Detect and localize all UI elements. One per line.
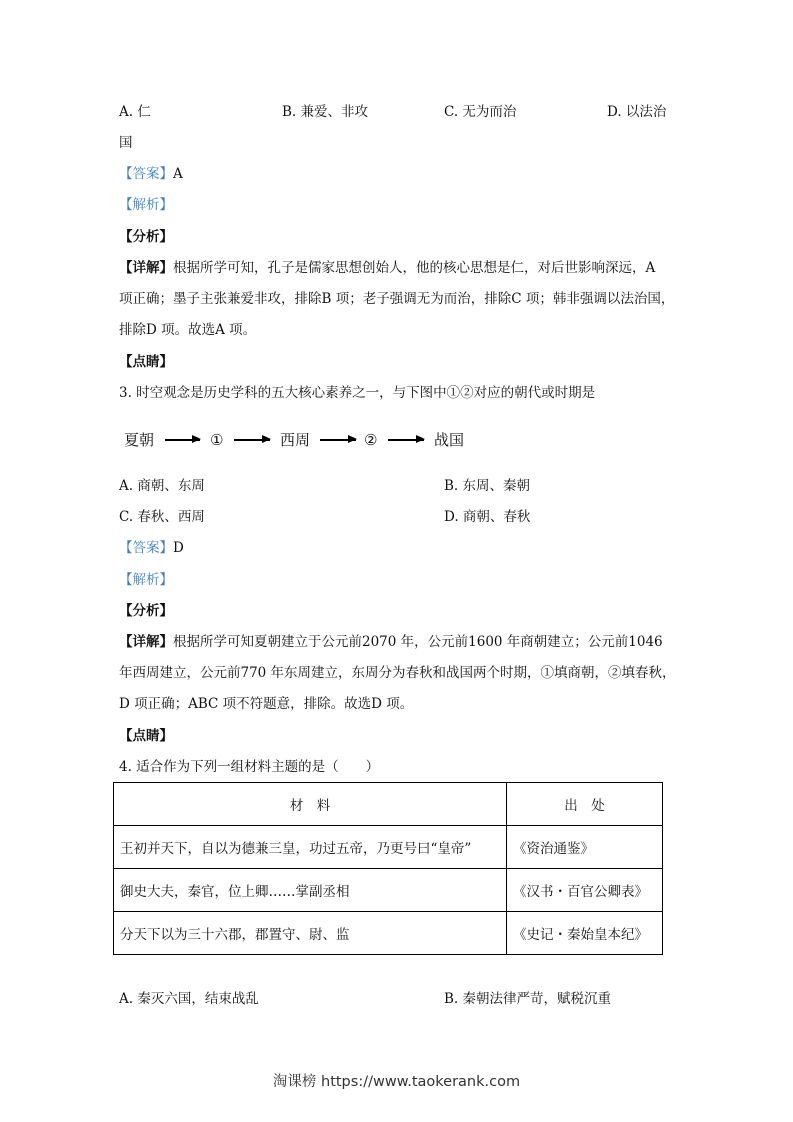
q2-detail-line-3: 排除D 项。故选A 项。 [119, 322, 257, 338]
flow-node-2: ② [364, 431, 378, 449]
q3-detail-line-3: D 项正确；ABC 项不符题意，排除。故选D 项。 [119, 696, 414, 712]
q3-answer-label: 【答案】 [119, 540, 173, 556]
material-table [113, 782, 663, 955]
q2-detail-text-1: 根据所学可知，孔子是儒家思想创始人，他的核心思想是仁，对后世影响深远，A [173, 260, 656, 276]
table-header-material: 材 料 [114, 783, 507, 826]
q3-option-b: B. 东周、秦朝 [444, 478, 531, 494]
q3-detail-line-1 [119, 632, 663, 652]
table-cell-source: 《史记・秦始皇本纪》 [507, 912, 663, 955]
table-row [114, 869, 663, 912]
flow-arrow-3 [320, 439, 356, 441]
table-cell-material: 御史大夫，秦官，位上卿……掌副丞相 [114, 869, 507, 912]
flow-arrow-1 [165, 439, 200, 441]
q3-detail-line-2: 年西周建立，公元前770 年东周建立，东周分为春秋和战国两个时期，①填商朝，②填春秋， [119, 665, 676, 681]
table-cell-source: 《汉书・百官公卿表》 [507, 869, 663, 912]
table-row [114, 912, 663, 955]
q3-detail-text-1: 根据所学可知夏朝建立于公元前2070 年，公元前1600 年商朝建立；公元前1046 [173, 634, 663, 650]
table-cell-source: 《资治通鉴》 [507, 826, 663, 869]
q4-option-b: B. 秦朝法律严苛，赋税沉重 [444, 991, 612, 1007]
q4-option-a: A. 秦灭六国，结束战乱 [119, 991, 259, 1007]
q3-option-c: C. 春秋、西周 [119, 509, 205, 525]
footer-watermark[interactable]: 淘课榜 https://www.taokerank.com [272, 1074, 521, 1090]
q4-question: 4. 适合作为下列一组材料主题的是（ ） [119, 759, 380, 775]
q3-dianjing-label: 【点睛】 [119, 728, 173, 744]
table-cell-material: 分天下以为三十六郡，郡置守、尉、监 [114, 912, 507, 955]
q3-detail-label: 【详解】 [119, 634, 173, 650]
q3-answer [119, 538, 184, 558]
flow-arrow-4 [388, 439, 424, 441]
q2-detail-label: 【详解】 [119, 260, 173, 276]
table-row [114, 826, 663, 869]
q3-fenxi-label: 【分析】 [119, 603, 173, 619]
q2-analysis-label: 【解析】 [119, 197, 173, 213]
q2-option-a: A. 仁 [119, 104, 151, 120]
q2-option-d: D. 以法治 [607, 104, 667, 120]
q2-dianjing-label: 【点睛】 [119, 354, 173, 370]
q2-fenxi-label: 【分析】 [119, 229, 173, 245]
q2-detail-line-2: 项正确；墨子主张兼爱非攻，排除B 项；老子强调无为而治，排除C 项；韩非强调以法治国， [119, 291, 675, 307]
q2-answer [119, 164, 183, 184]
q2-option-d-wrap: 国 [119, 135, 133, 151]
q2-answer-value: A [173, 166, 183, 182]
q3-analysis-label: 【解析】 [119, 572, 173, 588]
flow-node-xia: 夏朝 [124, 431, 155, 449]
q2-option-c: C. 无为而治 [444, 104, 517, 120]
q3-option-d: D. 商朝、春秋 [444, 509, 531, 525]
flow-node-1: ① [210, 431, 224, 449]
q3-answer-value: D [173, 540, 184, 556]
table-header-row [114, 783, 663, 826]
table-cell-material: 王初并天下，自以为德兼三皇，功过五帝，乃更号曰“皇帝” [114, 826, 507, 869]
q3-option-a: A. 商朝、东周 [119, 478, 205, 494]
q2-answer-label: 【答案】 [119, 166, 173, 182]
q3-question: 3. 时空观念是历史学科的五大核心素养之一，与下图中①②对应的朝代或时期是 [119, 385, 596, 401]
flow-node-zhanguo: 战国 [434, 431, 465, 449]
flow-arrow-2 [234, 439, 270, 441]
q2-option-b: B. 兼爱、非攻 [282, 104, 369, 120]
table-header-source: 出 处 [507, 783, 663, 826]
q2-detail-line-1 [119, 258, 655, 278]
flow-node-xizhou: 西周 [280, 431, 311, 449]
